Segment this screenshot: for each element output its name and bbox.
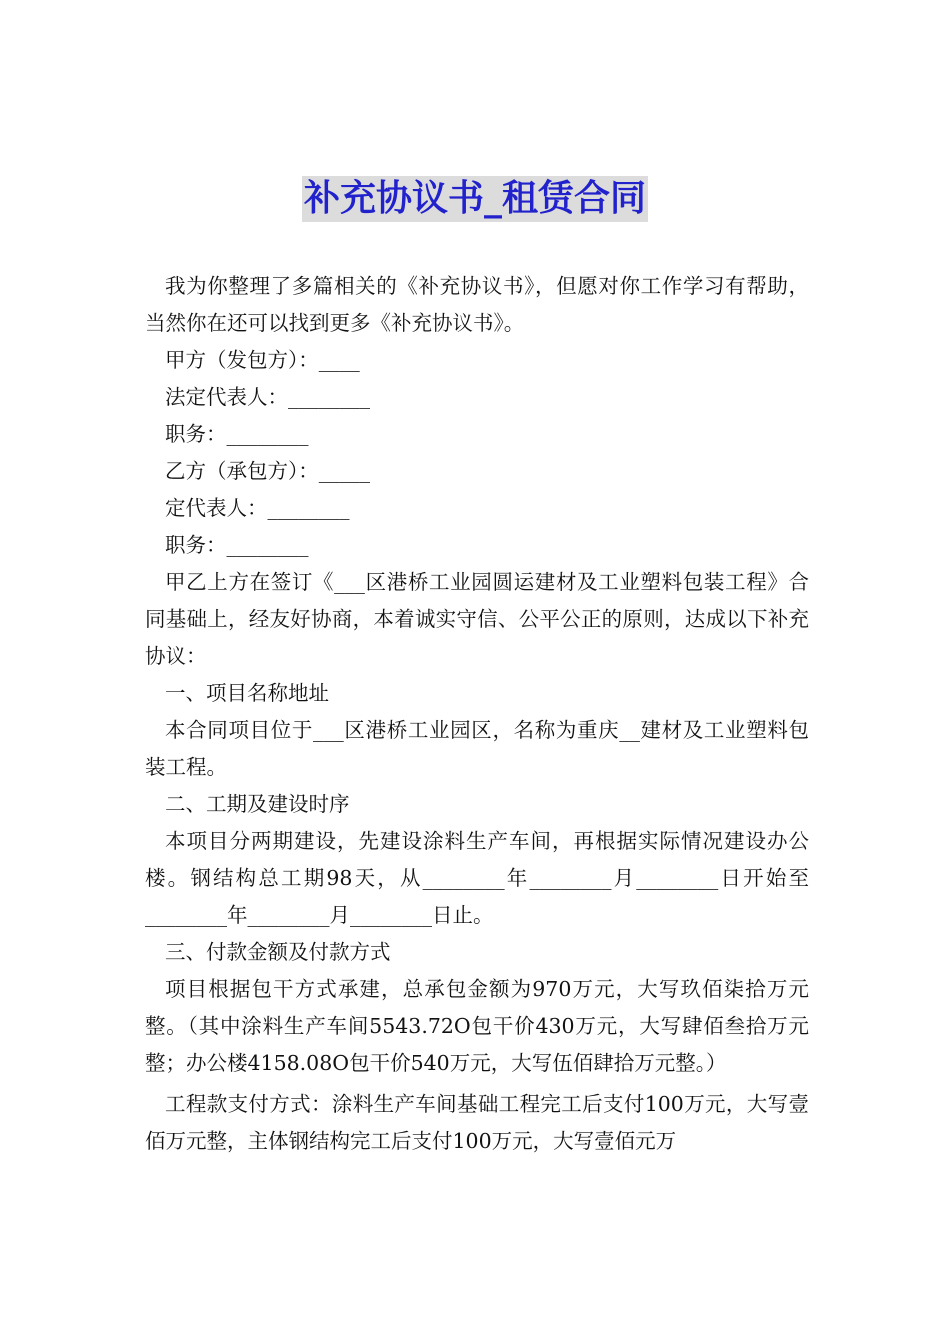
section-3-paragraph: 项目根据包干方式承建，总承包金额为970万元，大写玖佰柒拾万元整。（其中涂料生产车间5543.72O包干价430万元，大写肆佰叁拾万元整；办公楼4158.08O包干价540万元，大写伍佰肆拾万元整。） [145,977,809,1075]
party-b-position-line: 职务：________ [165,533,309,557]
section-3-heading: 三、付款金额及付款方式 [165,940,391,964]
party-b-line: 乙方（承包方）：_____ [165,459,370,483]
document-body [145,268,809,1160]
payment-method-paragraph: 工程款支付方式：涂料生产车间基础工程完工后支付100万元，大写壹佰万元整，主体钢结构完工后支付100万元，大写壹佰元万 [145,1092,809,1153]
title-container [0,176,950,222]
party-a-position-line: 职务：________ [165,422,309,446]
document-title: 补充协议书_租赁合同 [302,176,648,222]
party-a-representative-line: 法定代表人：________ [165,385,370,409]
agreement-preamble-paragraph: 甲乙上方在签订《___区港桥工业园圆运建材及工业塑料包装工程》合同基础上，经友好协商，本着诚实守信、公平公正的原则，达成以下补充协议： [145,570,809,668]
party-a-line: 甲方（发包方）：____ [165,348,360,372]
section-2-paragraph: 本项目分两期建设，先建设涂料生产车间，再根据实际情况建设办公楼。钢结构总工期98天，从________年________月________日开始至________年________月________日止。 [145,829,809,927]
section-2-heading: 二、工期及建设时序 [165,792,350,816]
section-1-heading: 一、项目名称地址 [165,681,329,705]
section-1-paragraph: 本合同项目位于___区港桥工业园区，名称为重庆__建材及工业塑料包装工程。 [145,718,809,779]
party-b-representative-line: 定代表人：________ [165,496,350,520]
intro-paragraph: 我为你整理了多篇相关的《补充协议书》，但愿对你工作学习有帮助，当然你在还可以找到更多《补充协议书》。 [145,274,809,335]
